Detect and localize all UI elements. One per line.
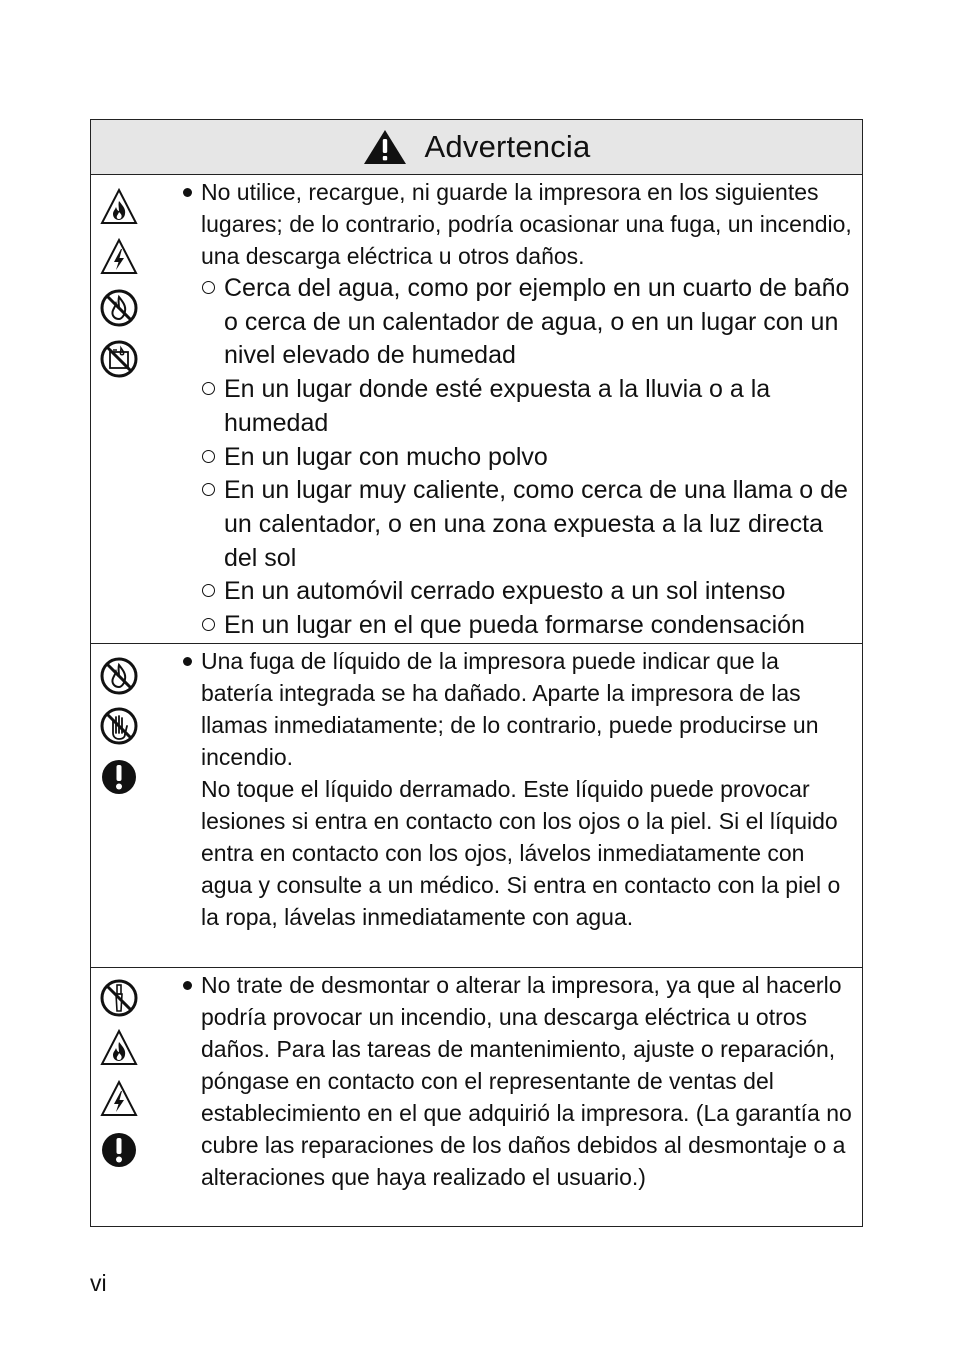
circle-bullet-icon [202, 618, 215, 631]
warning-text: No trate de desmontar o alterar la impresora, ya que al hacerlo podría provocar un incendio, una descarga eléctrica u otros daños. Para las tareas de mantenimiento, ajuste o reparación, póngase en contacto con el representante de ventas del establecimiento en el que adquirió la impresora. (La garantía no cubre las reparaciones de los daños debidos al desmontaje o a alteraciones que haya realizado el usuario.) [201, 972, 852, 1190]
bullet [183, 981, 192, 990]
warning-row-disassembly [91, 968, 862, 1226]
warning-title: Advertencia [424, 129, 591, 164]
no-disassembly-icon [99, 978, 139, 1018]
list-item: En un lugar muy caliente, como cerca de una llama o de un calentador, o en una zona expuesta a la luz directa del sol [201, 474, 852, 575]
list-item: En un lugar en el que pueda formarse condensación [201, 609, 852, 643]
list-item: En un lugar con mucho polvo [201, 441, 852, 475]
circle-bullet-icon [202, 281, 215, 294]
no-fire-icon [99, 656, 139, 696]
warning-header [91, 120, 862, 175]
circle-bullet-icon [202, 584, 215, 597]
warning-table [90, 119, 863, 1227]
warning-row-leak [91, 644, 862, 968]
page-number: vi [90, 1270, 107, 1296]
mandatory-action-icon [99, 757, 139, 797]
mandatory-action-icon [99, 1130, 139, 1170]
bullet [183, 188, 192, 197]
circle-bullet-icon [202, 450, 215, 463]
warning-intro-text: No utilice, recargue, ni guarde la impresora en los siguientes lugares; de lo contrario, podría ocasionar una fuga, un incendio, una descarga eléctrica u otros daños. [201, 179, 852, 269]
warning-text: No toque el líquido derramado. Este líquido puede provocar lesiones si entra en contacto con los ojos o la piel. Si el líquido entra en contacto con los ojos, lávelos inmediatamente con agua y consulte a un médico. Si entra en contacto con la piel o la ropa, lávelas inmediatamente con agua. [201, 776, 841, 930]
list-item: En un automóvil cerrado expuesto a un sol intenso [201, 575, 852, 609]
do-not-touch-icon [99, 706, 139, 746]
circle-bullet-icon [202, 483, 215, 496]
warning-triangle-icon [363, 129, 407, 165]
fire-warning-icon [99, 187, 139, 227]
no-fire-icon [99, 288, 139, 328]
warning-text: Una fuga de líquido de la impresora puede indicar que la batería integrada se ha dañado. Aparte la impresora de las llamas inmediatamente; de lo contrario, puede producirse un incendio. [201, 648, 819, 770]
bullet [183, 657, 192, 666]
list-item: Cerca del agua, como por ejemplo en un cuarto de baño o cerca de un calentador de agua, o en un lugar con un nivel elevado de humedad [201, 272, 852, 373]
circle-bullet-icon [202, 382, 215, 395]
warning-icons [91, 644, 161, 967]
fire-warning-icon [99, 1028, 139, 1068]
warning-icons [91, 175, 161, 643]
warning-icons [91, 968, 161, 1226]
list-item: En un lugar donde esté expuesta a la lluvia o a la humedad [201, 373, 852, 440]
warning-row-storage [91, 175, 862, 644]
electric-shock-warning-icon [99, 237, 139, 277]
electric-shock-warning-icon [99, 1079, 139, 1119]
no-water-icon [99, 339, 139, 379]
